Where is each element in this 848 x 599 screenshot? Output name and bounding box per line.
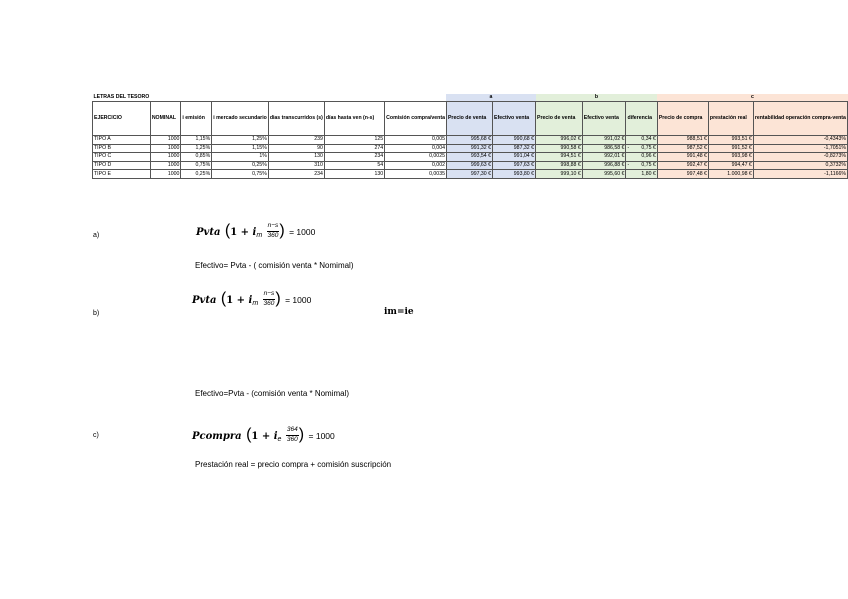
cell-comision: 0,0025 — [385, 153, 447, 162]
cell-dias-ns: 274 — [324, 144, 384, 153]
table-body — [93, 136, 848, 179]
cell-i-emision: 0,75% — [181, 161, 212, 170]
formula-a-den: 360 — [267, 231, 279, 239]
cell-dias-s: 239 — [268, 136, 324, 145]
cell-dias-s: 130 — [268, 153, 324, 162]
cell-c-rentabilidad: 0,3732% — [753, 161, 847, 170]
table-row — [93, 136, 848, 145]
cell-a-efectivo-venta: 993,80 € — [493, 170, 536, 179]
cell-a-precio-venta: 999,63 € — [446, 161, 492, 170]
formula-b-equals: = 1000 — [285, 295, 312, 306]
cell-c-rentabilidad: -0,4343% — [753, 136, 847, 145]
cell-b-precio-venta: 996,02 € — [536, 136, 583, 145]
cell-b-diferencia-value: 0,75 € — [641, 144, 656, 151]
cell-nominal: 1000 — [150, 153, 181, 162]
cell-b-diferencia — [626, 153, 657, 162]
cell-i-mercado: 0,25% — [212, 161, 269, 170]
cell-tipo: TIPO A — [93, 136, 151, 145]
table-row — [93, 144, 848, 153]
formula-a-fraction — [267, 223, 280, 239]
formula-b-i: i — [248, 295, 253, 307]
cell-b-diferencia-value: 1,80 € — [641, 170, 656, 177]
formula-c-den: 360 — [286, 435, 298, 443]
formula-c-i: i — [273, 431, 278, 443]
cell-a-precio-venta: 997,30 € — [446, 170, 492, 179]
treasury-bills-table — [92, 94, 848, 179]
col-a-efectivo-venta: Efectivo venta — [493, 102, 536, 136]
section-a-formula: Pvta ($1 + i_m$ $\frac{n-s}{360}$ ) = 1000 — [196, 222, 316, 240]
cell-nominal: 1000 — [150, 161, 181, 170]
cell-comision: 0,005 — [385, 136, 447, 145]
formula-a-num: n−s — [267, 223, 280, 232]
cell-c-rentabilidad: -1,1166% — [753, 170, 847, 179]
cell-comision: 0,002 — [385, 161, 447, 170]
section-c-formula: Pcompra ($1 + i_e$ $\frac{364}{360}$ ) = 1000 — [192, 426, 335, 444]
cell-c-prestacion-real: 993,51 € — [708, 136, 753, 145]
cell-dias-ns: 125 — [324, 136, 384, 145]
cell-c-precio-compra: 987,52 € — [657, 144, 708, 153]
cell-b-precio-venta: 990,58 € — [536, 144, 583, 153]
cell-i-emision: 1,25% — [181, 144, 212, 153]
cell-c-precio-compra: 997,48 € — [657, 170, 708, 179]
cell-nominal: 1000 — [150, 170, 181, 179]
cell-comision: 0,004 — [385, 144, 447, 153]
col-dias-transcurridos: dias transcurridos (s) — [268, 102, 324, 136]
formula-a-sub: m — [256, 232, 263, 240]
cell-c-rentabilidad: -1,7051% — [753, 144, 847, 153]
formula-c-var: Pcompra — [192, 431, 242, 443]
cell-c-prestacion-real: 991,52 € — [708, 144, 753, 153]
cell-dias-s: 310 — [268, 161, 324, 170]
section-b-note: Efectivo=Pvta - (comisión venta * Nomimal) — [195, 389, 350, 398]
cell-b-efectivo-venta: 996,88 € — [582, 161, 626, 170]
cell-i-mercado: 1,15% — [212, 144, 269, 153]
col-c-precio-compra: Precio de compra — [657, 102, 708, 136]
cell-b-efectivo-venta: 991,02 € — [582, 136, 626, 145]
cell-b-efectivo-venta: 986,58 € — [582, 144, 626, 153]
cell-tipo: TIPO D — [93, 161, 151, 170]
cell-a-efectivo-venta: 987,32 € — [493, 144, 536, 153]
formula-b-var: Pvta — [192, 295, 217, 307]
section-a-note: Efectivo= Pvta - ( comisión venta * Nomimal) — [195, 261, 354, 270]
col-c-prestacion-real: prestación real — [708, 102, 753, 136]
cell-tipo: TIPO C — [93, 153, 151, 162]
cell-a-efectivo-venta: 997,63 € — [493, 161, 536, 170]
section-c-note: Prestación real = precio compra + comisión suscripción — [195, 460, 392, 469]
table-row — [93, 161, 848, 170]
cell-i-mercado: 0,75% — [212, 170, 269, 179]
cell-a-precio-venta: 993,54 € — [446, 153, 492, 162]
col-nominal: NOMINAL — [150, 102, 181, 136]
section-c-label: c) — [93, 432, 99, 439]
col-a-precio-venta: Precio de venta — [446, 102, 492, 136]
cell-nominal: 1000 — [150, 144, 181, 153]
cell-b-diferencia — [626, 161, 657, 170]
group-b-header: b — [536, 94, 658, 102]
col-c-rentabilidad: rentabilidad operación compra-venta — [753, 102, 847, 136]
cell-i-mercado: 1% — [212, 153, 269, 162]
section-a-label: a) — [93, 232, 100, 239]
group-a-header: a — [446, 94, 535, 102]
cell-b-diferencia — [626, 170, 657, 179]
group-c-header: c — [657, 94, 847, 102]
cell-c-prestacion-real: 1.000,98 € — [708, 170, 753, 179]
cell-dias-ns: 234 — [324, 153, 384, 162]
cell-b-diferencia — [626, 136, 657, 145]
section-b-label: b) — [93, 310, 100, 317]
cell-dias-ns: 130 — [324, 170, 384, 179]
cell-b-precio-venta: 994,51 € — [536, 153, 583, 162]
cell-a-efectivo-venta: 991,04 € — [493, 153, 536, 162]
cell-b-diferencia-value: 0,34 € — [641, 136, 656, 143]
col-b-precio-venta: Precio de venta — [536, 102, 583, 136]
col-ejercicio: EJERCICIO — [93, 102, 151, 136]
col-i-emision: i emisión — [181, 102, 212, 136]
cell-b-diferencia-sign: - — [627, 161, 630, 168]
cell-tipo: TIPO B — [93, 144, 151, 153]
title-row — [93, 94, 848, 102]
cell-dias-s: 234 — [268, 170, 324, 179]
cell-i-emision: 0,25% — [181, 170, 212, 179]
cell-b-diferencia-sign: - — [627, 144, 630, 151]
formula-b-sub: m — [252, 300, 259, 308]
formula-c-equals: = 1000 — [308, 431, 335, 442]
cell-b-efectivo-venta: 995,60 € — [582, 170, 626, 179]
section-b-formula: Pvta ($1 + i_m$ $\frac{n-s}{360}$ ) = 1000 — [192, 290, 312, 308]
cell-b-efectivo-venta: 992,01 € — [582, 153, 626, 162]
cell-comision: 0,0035 — [385, 170, 447, 179]
formula-a-equals: = 1000 — [289, 227, 316, 238]
col-dias-hasta-ven: días hasta ven (n-s) — [324, 102, 384, 136]
cell-i-emision: 0,85% — [181, 153, 212, 162]
cell-b-precio-venta: 998,88 € — [536, 161, 583, 170]
cell-tipo: TIPO E — [93, 170, 151, 179]
formula-a-var: Pvta — [196, 227, 221, 239]
cell-nominal: 1000 — [150, 136, 181, 145]
sheet-title: LETRAS DEL TESORO — [93, 94, 150, 100]
cell-b-diferencia-value: 0,75 € — [641, 161, 656, 168]
cell-c-precio-compra: 991,48 € — [657, 153, 708, 162]
col-b-diferencia: diferencia — [626, 102, 657, 136]
table-row — [93, 170, 848, 179]
formula-c-num: 364 — [286, 427, 299, 436]
formula-b-num: n−s — [263, 291, 276, 300]
cell-c-rentabilidad: -0,8273% — [753, 153, 847, 162]
formula-b-fraction — [263, 291, 276, 307]
cell-c-precio-compra: 988,51 € — [657, 136, 708, 145]
cell-a-precio-venta: 995,68 € — [446, 136, 492, 145]
col-b-efectivo-venta: Efectivo venta — [582, 102, 626, 136]
cell-dias-ns: 54 — [324, 161, 384, 170]
header-row — [93, 102, 848, 136]
formula-a-i: i — [252, 227, 257, 239]
cell-b-precio-venta: 999,10 € — [536, 170, 583, 179]
formula-c-fraction — [286, 427, 299, 443]
cell-c-prestacion-real: 993,98 € — [708, 153, 753, 162]
formula-b-den: 360 — [263, 299, 275, 307]
cell-c-prestacion-real: 994,47 € — [708, 161, 753, 170]
col-comision: Comisión compra/venta — [385, 102, 447, 136]
col-i-mercado: i mercado secundario — [212, 102, 269, 136]
cell-b-diferencia-value: 0,96 € — [641, 153, 656, 160]
cell-a-efectivo-venta: 990,68 € — [493, 136, 536, 145]
cell-dias-s: 90 — [268, 144, 324, 153]
section-b-side-note: im=ie — [384, 307, 414, 317]
cell-a-precio-venta: 991,32 € — [446, 144, 492, 153]
formula-c-sub: e — [277, 436, 282, 444]
cell-i-mercado: 1,25% — [212, 136, 269, 145]
cell-b-diferencia — [626, 144, 657, 153]
cell-c-precio-compra: 992,47 € — [657, 161, 708, 170]
cell-i-emision: 1,15% — [181, 136, 212, 145]
table-row — [93, 153, 848, 162]
